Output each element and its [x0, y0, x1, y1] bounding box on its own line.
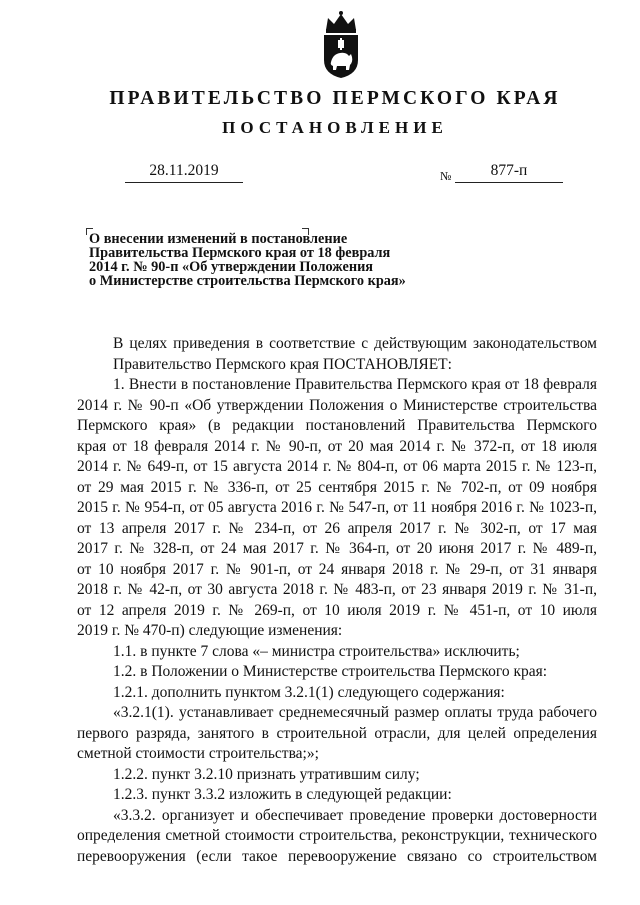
- body-line: от 12 апреля 2019 г. № 269-п, от 10 июля 2019 г. № 451-п, от 10 июля: [77, 601, 597, 619]
- body-line: определения сметной стоимости строительства, реконструкции, технического: [77, 827, 597, 844]
- document-number: 877-п: [455, 160, 563, 183]
- body-line: 2014 г. № 649-п, от 15 августа 2014 г. № 804-п, от 06 марта 2015 г. № 123-п,: [77, 458, 597, 475]
- body-line: В целях приведения в соответствие с действующим законодательством: [113, 335, 597, 352]
- number-sign: №: [440, 169, 452, 183]
- document-body: [77, 334, 597, 867]
- body-line: от 10 ноября 2017 г. № 901-п, от 24 января 2018 г. № 29-п, от 31 января: [77, 560, 597, 578]
- subject-line: о Министерстве строительства Пермского края»: [89, 273, 406, 289]
- document-type: ПОСТАНОВЛЕНИЕ: [222, 118, 448, 137]
- body-line: 2014 г. № 90-п «Об утверждении Положения о Министерстве строительства: [77, 396, 597, 414]
- body-line: 1.2. в Положении о Министерстве строительства Пермского края:: [113, 663, 548, 680]
- body-line: первого разряда, занятого в строительной отрасли, для целей определения: [77, 724, 597, 742]
- body-line: «3.2.1(1). устанавливает среднемесячный размер оплаты труда рабочего: [113, 704, 597, 721]
- body-line: 2019 г. № 470-п) следующие изменения:: [77, 622, 343, 639]
- body-line: от 29 мая 2015 г. № 336-п, от 25 сентября 2015 г. № 702-п, от 09 ноября: [77, 478, 597, 496]
- body-line: 1.1. в пункте 7 слова «– министра строительства» исключить;: [113, 642, 520, 660]
- body-line: 2018 г. № 42-п, от 30 августа 2018 г. № 483-п, от 23 января 2019 г. № 31-п,: [77, 581, 597, 598]
- subject-line: 2014 г. № 90-п «Об утверждении Положения: [89, 259, 374, 275]
- body-line: сметной стоимости строительства;»;: [77, 745, 319, 762]
- body-line: края от 18 февраля 2014 г. № 90-п, от 20 мая 2014 г. № 372-п, от 18 июля: [77, 437, 597, 455]
- body-line: Пермского края» (в редакции постановлений Правительства Пермского: [77, 417, 597, 434]
- subject-line: Правительства Пермского края от 18 февраля: [89, 245, 391, 261]
- body-line: 2015 г. № 954-п, от 05 августа 2016 г. № 547-п, от 11 ноября 2016 г. № 1023-п,: [77, 499, 597, 516]
- body-line: перевооружения (если такое перевооружение связано со строительством: [77, 847, 597, 865]
- body-line: Правительство Пермского края ПОСТАНОВЛЯЕТ:: [113, 355, 452, 373]
- body-line: 1.2.2. пункт 3.2.10 признать утратившим силу;: [113, 765, 420, 783]
- perm-krai-coat-of-arms-emblem: [316, 10, 366, 80]
- body-line: от 13 апреля 2017 г. № 234-п, от 26 апреля 2017 г. № 302-п, от 17 мая: [77, 519, 597, 537]
- document-subject: [89, 232, 449, 288]
- body-line: 1. Внести в постановление Правительства Пермского края от 18 февраля: [113, 376, 597, 393]
- subject-line: О внесении изменений в постановление: [89, 231, 348, 247]
- document-date: 28.11.2019: [125, 160, 243, 183]
- body-line: 1.2.3. пункт 3.3.2 изложить в следующей редакции:: [113, 786, 452, 803]
- body-line: «3.3.2. организует и обеспечивает проведение проверки достоверности: [113, 806, 597, 824]
- body-line: 2017 г. № 328-п, от 24 мая 2017 г. № 364-п, от 20 июня 2017 г. № 489-п,: [77, 540, 597, 557]
- body-line: 1.2.1. дополнить пунктом 3.2.1(1) следующего содержания:: [113, 683, 505, 701]
- government-title: ПРАВИТЕЛЬСТВО ПЕРМСКОГО КРАЯ: [109, 88, 561, 109]
